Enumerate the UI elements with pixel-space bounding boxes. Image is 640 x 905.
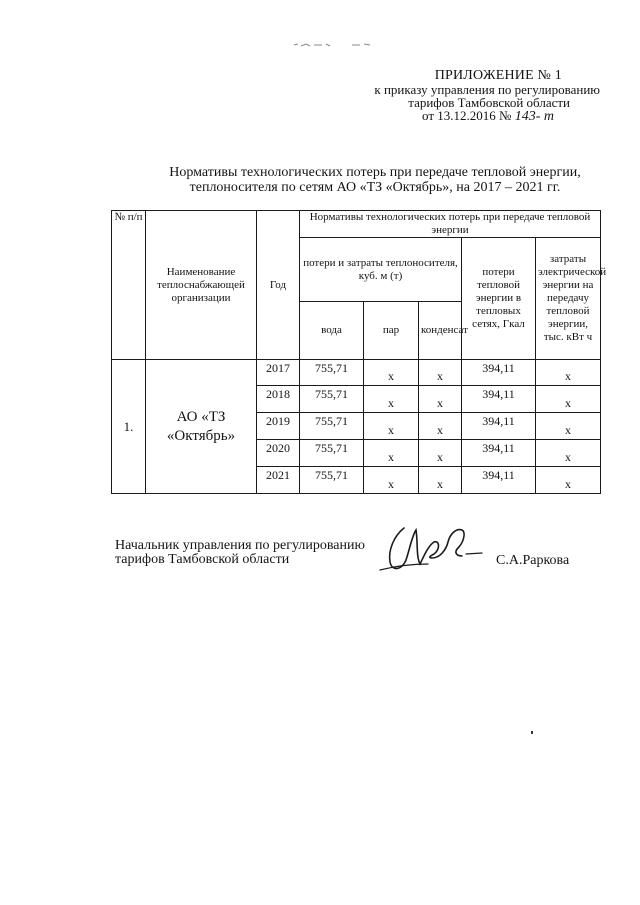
water-cell: 755,71 [300, 386, 364, 413]
appendix-header [300, 68, 600, 123]
year-cell: 2017 [257, 360, 300, 386]
electric-cell: х [536, 467, 601, 494]
header-norms: Нормативы технологических потерь при передаче тепловой энергии [300, 211, 601, 238]
appendix-title: ПРИЛОЖЕНИЕ № 1 [434, 68, 562, 83]
header-steam: пар [364, 302, 419, 360]
header-coolant-losses: потери и затраты теплоносителя, куб. м (т) [300, 238, 462, 302]
header-year: Год [257, 211, 300, 360]
heat-loss-cell: 394,11 [462, 440, 536, 467]
header-condensate: конденсат [419, 302, 462, 360]
steam-cell: х [364, 467, 419, 494]
electric-cell: х [536, 413, 601, 440]
condensate-cell: х [419, 467, 462, 494]
signatory-position-line-1: Начальник управления по регулированию [115, 538, 365, 553]
year-cell: 2020 [257, 440, 300, 467]
steam-cell: х [364, 360, 419, 386]
electric-cell: х [536, 386, 601, 413]
header-electric-costs: затраты электрической энергии на передачу тепловой энергии, тыс. кВт ч [536, 238, 601, 360]
handwritten-signature [376, 520, 486, 584]
year-cell: 2021 [257, 467, 300, 494]
scan-artifact [292, 42, 382, 48]
appendix-date: от 13.12.2016 № [422, 108, 512, 123]
header-heat-losses: потери тепловой энергии в тепловых сетях, Гкал [462, 238, 536, 360]
water-cell: 755,71 [300, 360, 364, 386]
norms-table [111, 210, 607, 494]
table-header-row [112, 211, 601, 238]
table-row [112, 360, 601, 386]
handwritten-order-number: 143- т [514, 109, 554, 124]
condensate-cell: х [419, 413, 462, 440]
document-title-line-1: Нормативы технологических потерь при передаче тепловой энергии, [169, 165, 581, 180]
document-title-line-2: теплоносителя по сетям АО «ТЗ «Октябрь», на 2017 – 2021 гг. [189, 180, 561, 195]
year-cell: 2018 [257, 386, 300, 413]
water-cell: 755,71 [300, 467, 364, 494]
signatory-name: С.А.Раркова [496, 553, 570, 568]
electric-cell: х [536, 360, 601, 386]
appendix-authority-line: тарифов Тамбовской области [408, 95, 570, 110]
signatory-position [115, 539, 365, 567]
row-number: 1. [112, 360, 146, 494]
steam-cell: х [364, 413, 419, 440]
appendix-order-line: к приказу управления по регулированию [374, 82, 600, 97]
header-row-number: № п/п [112, 211, 146, 360]
organization-name: АО «ТЗ «Октябрь» [146, 360, 257, 494]
header-organization: Наименование теплоснабжающей организации [146, 211, 257, 360]
water-cell: 755,71 [300, 413, 364, 440]
water-cell: 755,71 [300, 440, 364, 467]
scan-artifact-dot [531, 731, 533, 734]
condensate-cell: х [419, 386, 462, 413]
appendix-date-line [254, 109, 554, 123]
signatory-position-line-2: тарифов Тамбовской области [115, 552, 290, 567]
heat-loss-cell: 394,11 [462, 360, 536, 386]
document-title [150, 165, 600, 195]
steam-cell: х [364, 440, 419, 467]
steam-cell: х [364, 386, 419, 413]
header-water: вода [300, 302, 364, 360]
electric-cell: х [536, 440, 601, 467]
year-cell: 2019 [257, 413, 300, 440]
heat-loss-cell: 394,11 [462, 386, 536, 413]
condensate-cell: х [419, 440, 462, 467]
heat-loss-cell: 394,11 [462, 413, 536, 440]
heat-loss-cell: 394,11 [462, 467, 536, 494]
condensate-cell: х [419, 360, 462, 386]
